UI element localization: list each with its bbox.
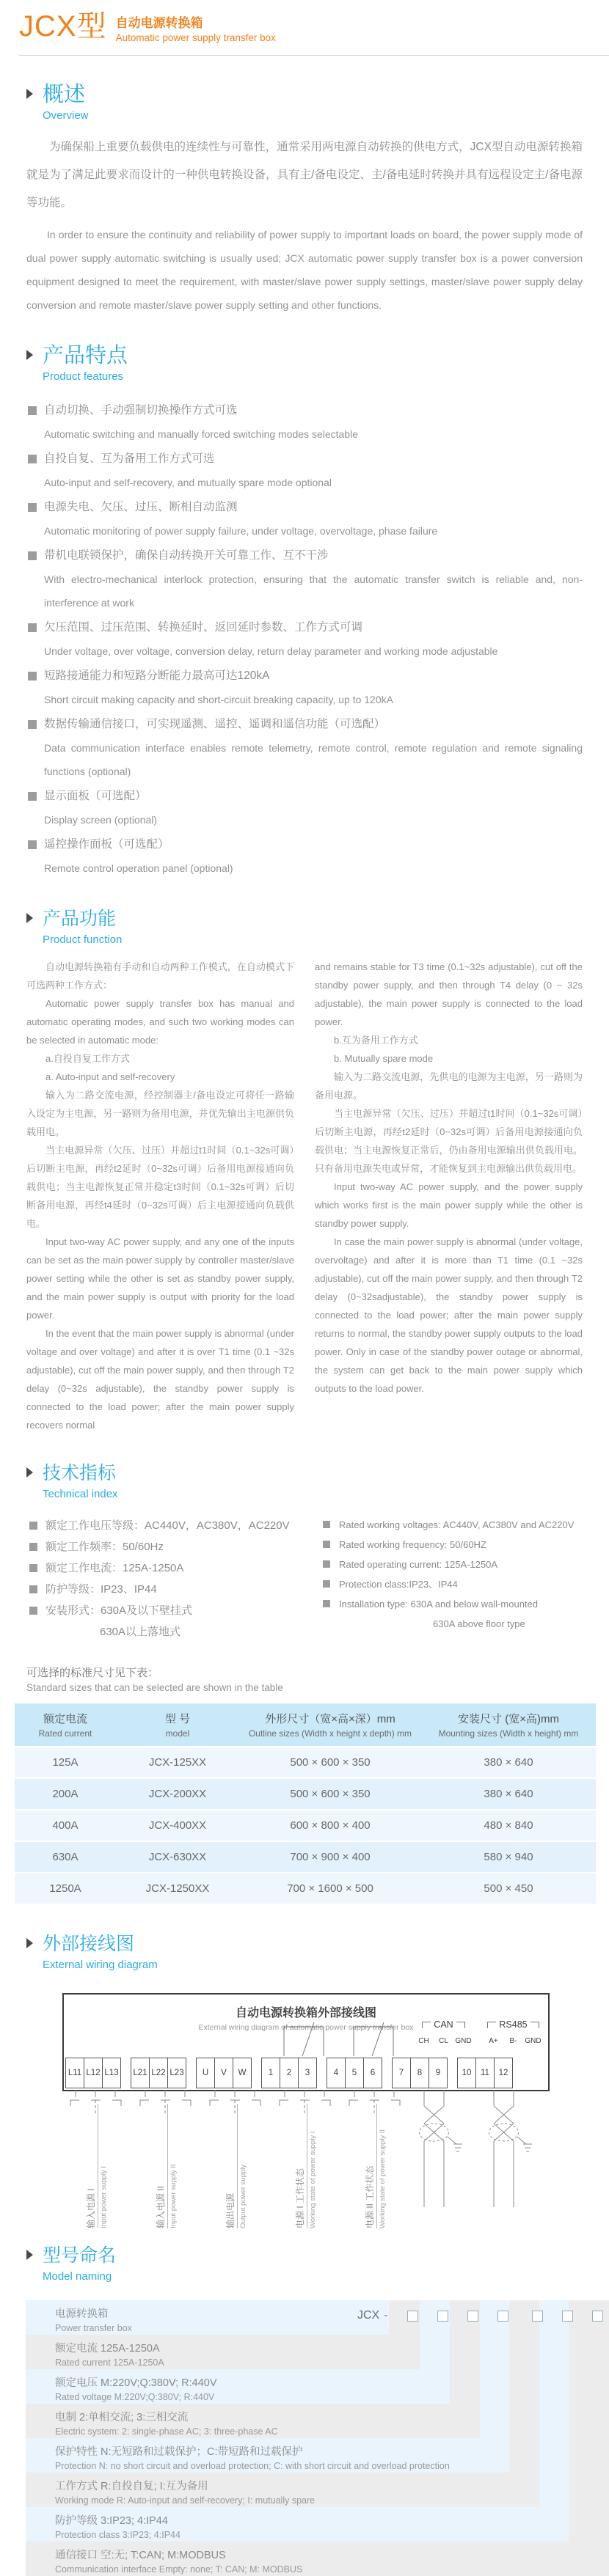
- model-code-row: [357, 2309, 603, 2322]
- section-heading-tech: [25, 1461, 609, 1500]
- tech-column-cn: [29, 1515, 323, 1643]
- group-label-cn: 输入电源 I: [84, 2104, 98, 2228]
- feature-text-cn: 欠压范围、过压范围、转换延时、返回延时参数、工作方式可调: [28, 616, 583, 639]
- band-text-en: Communication interface Empty: none; T: CAN; M: MODBUS: [55, 2564, 303, 2575]
- band-text-cn: 保护特性 N:无短路和过载保护；C:带短路和过载保护: [55, 2446, 303, 2458]
- tech-item: [323, 1515, 583, 1535]
- rs485-bus-label: [484, 2018, 543, 2045]
- band-text-en: Rated voltage M:220V;Q:380V; R:440V: [55, 2392, 215, 2402]
- standard-sizes-table: [15, 1703, 596, 1905]
- feature-text-en: With electro-mechanical interlock protection, ensuring that the automatic transfer switch is reliable and, non-interference at work: [44, 573, 583, 609]
- terminal-cell: L13: [102, 2058, 121, 2088]
- wiring-heading-cn: 外部接线图: [25, 1931, 609, 1956]
- model-dash: -: [384, 2309, 388, 2322]
- table-row: [15, 1810, 596, 1841]
- naming-band: [26, 2542, 609, 2576]
- header-cn: 安装尺寸 (宽×高)mm: [458, 1713, 559, 1725]
- switch-symbol-2: [344, 2018, 404, 2060]
- function-heading-en: Product function: [43, 933, 123, 946]
- function-paragraph: a.自投自复工作方式: [45, 1053, 130, 1064]
- naming-column: [539, 2300, 569, 2507]
- naming-heading-en: Model naming: [43, 2270, 112, 2283]
- band-text-cn: 电源转换箱: [55, 2308, 109, 2320]
- band-text-cn: 额定电压 M:220V;Q:380V; R:440V: [55, 2377, 217, 2389]
- table-body: [15, 1747, 596, 1904]
- feature-text-en: Display screen (optional): [44, 814, 158, 826]
- switch-symbol-1: [274, 2018, 334, 2060]
- feature-text-cn: 电源失电、欠压、过压、断相自动监测: [28, 496, 583, 519]
- terminal-cell: 4: [327, 2058, 346, 2088]
- feature-text-cn: 数据传输通信接口，可实现遥测、遥控、遥调和遥信功能（可选配）: [28, 713, 583, 736]
- table-cell: 500 × 600 × 350: [239, 1778, 421, 1810]
- band-text-en: Electric system: 2: single-phase AC; 3: three-phase AC: [55, 2426, 278, 2437]
- function-paragraph: 输入为二路交流电源，先供电的电源为主电源，另一路则为备用电源。: [315, 1071, 583, 1101]
- table-cell: 580 × 940: [421, 1841, 596, 1873]
- table-cell: JCX-125XX: [116, 1747, 239, 1778]
- band-text-en: Power transfer box: [55, 2323, 132, 2333]
- band-text-cn: 电制 2:单相交流; 3:三相交流: [55, 2412, 189, 2423]
- table-cell: 500 × 600 × 350: [239, 1747, 421, 1778]
- naming-band: [26, 2300, 389, 2335]
- rs485-label: RS485: [487, 2019, 539, 2030]
- tech-item-extra: 630A above floor type: [433, 1618, 525, 1629]
- function-paragraph: a. Auto-input and self-recovery: [45, 1071, 175, 1082]
- tech-item: [323, 1535, 583, 1555]
- header-divider: [19, 55, 609, 56]
- overview-paragraph-en: In order to ensure the continuity and reliability of power supply to important loads on board, the power supply mode of dual power supply automatic switching is usually used; JCX automatic power supply transfer box is a power conversion equipment designed to meet the requirement, with master/slave power supply settings, master/slave power supply delay conversion and remote master/slave power supply setting and other functions.: [26, 229, 583, 311]
- table-cell: 400A: [15, 1810, 116, 1841]
- tech-item: [323, 1594, 583, 1634]
- header-en: Mounting sizes (Width x height) mm: [438, 1728, 579, 1739]
- wiring-lower-area: [66, 2090, 550, 2228]
- feature-text-en: Under voltage, over voltage, conversion delay, return delay parameter and working mode adjustable: [44, 645, 498, 657]
- terminal-group: [458, 2058, 513, 2088]
- band-text-en: Rated current 125A-1250A: [55, 2357, 164, 2368]
- feature-text-en: Data communication interface enables remote telemetry, remote control, remote regulation and remote signaling functions (optional): [44, 742, 583, 777]
- terminal-cell: 2: [280, 2058, 299, 2088]
- model-code-box: [437, 2311, 448, 2322]
- wiring-diagram: [62, 1993, 555, 2228]
- function-paragraph: Input two-way AC power supply, and the power supply which works first is the main power supply while the other is standby power supply.: [315, 1181, 583, 1229]
- section-heading-overview: [25, 82, 609, 122]
- wiring-box-title-cn: 自动电源转换箱外部接线图: [235, 2007, 376, 2019]
- tech-item-text: Rated operating current: 125A-1250A: [323, 1555, 583, 1574]
- pin-label: CH: [418, 2037, 429, 2045]
- function-paragraph: b.互为备用工作方式: [334, 1035, 418, 1046]
- tech-item: [323, 1574, 583, 1594]
- table-cell: JCX-630XX: [116, 1841, 239, 1873]
- features-heading-en: Product features: [43, 370, 124, 383]
- terminal-cell: V: [214, 2058, 233, 2088]
- terminal-cell: L12: [84, 2058, 103, 2088]
- terminal-cell: 12: [494, 2058, 513, 2088]
- feature-text-en: Remote control operation panel (optional): [44, 862, 233, 874]
- terminal-cell: 10: [457, 2058, 476, 2088]
- feature-text-en: Automatic switching and manually forced switching modes selectable: [44, 428, 358, 440]
- function-column-right: [315, 958, 583, 1434]
- can-bus-label: [414, 2018, 473, 2045]
- table-cell: 700 × 1600 × 500: [239, 1873, 421, 1904]
- brand: [19, 10, 609, 43]
- feature-item: [28, 785, 583, 832]
- naming-band: [26, 2404, 480, 2438]
- band-text-en: Working mode R: Auto-input and self-recovery; I: mutually spare: [55, 2495, 316, 2506]
- wire-group-label: [275, 2090, 335, 2228]
- table-cell: 1250A: [15, 1873, 116, 1904]
- page-header: [0, 0, 609, 56]
- function-column-left: [26, 958, 294, 1434]
- feature-item: [28, 664, 583, 711]
- function-paragraph: 输入为二路交流电源，经控制器主/备电设定可将任一路输入设定为主电源，另一路则为备用电源，并优先输出主电源供负载用电。: [26, 1090, 294, 1137]
- wire-group-label: [205, 2090, 265, 2228]
- table-row: [15, 1841, 596, 1873]
- product-title-cn: 自动电源转换箱: [115, 16, 203, 30]
- tech-item: [29, 1600, 323, 1643]
- group-label-cn: 电源 II 工作状态: [363, 2104, 377, 2228]
- product-title-en: Automatic power supply transfer box: [115, 32, 276, 43]
- function-paragraph: 当主电源异常（欠压、过压）并超过t1时间（0.1~32s可调）后切断主电源，再经t2延时（0~32s可调）后备用电源接通向负载供电；当主电源恢复正常并稳定t3时间（0.1~32s可调）后切断备用电源，再经t4延时（0~32s可调）后主电源接通向负载供电。: [26, 1145, 294, 1229]
- table-cell: 380 × 640: [421, 1747, 596, 1778]
- model-code-box: [532, 2311, 543, 2322]
- model-code-box: [592, 2311, 603, 2322]
- tech-item-text: 安装形式：630A及以下壁挂式: [29, 1600, 323, 1621]
- naming-band: [26, 2335, 420, 2369]
- function-paragraph: Input two-way AC power supply, and any one of the inputs can be set as the main power supply by controller master/slave power setting while the other is set as standby power supply, and the main power supply is output with priority for the load power.: [26, 1236, 294, 1321]
- table-row: [15, 1747, 596, 1778]
- product-title-block: [116, 10, 276, 43]
- twisted-pair-icon: [415, 2090, 474, 2217]
- function-paragraph: and remains stable for T3 time (0.1~32s adjustable), cut off the standby power supply, and then through T4 delay (0 ~ 32s adjustable), the main power supply is connected to the load power.: [315, 961, 583, 1027]
- header-en: model: [165, 1728, 190, 1739]
- tech-item-text: Protection class:IP23、IP44: [323, 1574, 583, 1594]
- table-cell: 200A: [15, 1778, 116, 1810]
- feature-item: [28, 447, 583, 494]
- table-cell: 380 × 640: [421, 1778, 596, 1810]
- function-columns: [26, 958, 583, 1434]
- band-text-cn: 防护等级 3:IP23; 4:IP44: [55, 2515, 168, 2527]
- features-heading-cn: 产品特点: [25, 343, 609, 368]
- band-text-en: Protection N: no short circuit and overload protection; C: with short circuit and overload protection: [55, 2461, 450, 2471]
- function-paragraph: 当主电源异常（欠压、过压）并超过t1时间（0.1~32s可调）后切断主电源，再经t2延时（0~32s可调）后备用电源接通向负载供电；当主电源恢复正常后，仍由备用电源输出供负载用电。只有备用电源失电或异常，才能恢复到主电源输出供负载用电。: [315, 1108, 583, 1174]
- group-label-en: Input power supply I: [99, 2165, 108, 2228]
- table-cell: JCX-200XX: [116, 1778, 239, 1810]
- twisted-pair-icon: [484, 2090, 544, 2217]
- band-text-cn: 额定电流 125A-1250A: [55, 2343, 160, 2355]
- table-cell: JCX-400XX: [116, 1810, 239, 1841]
- table-cell: 630A: [15, 1841, 116, 1873]
- function-paragraph: In case the main power supply is abnormal (under voltage, overvoltage) and after it is more than T1 time (0.1 ~32s adjustable), cut off the main power supply, and then through T2 delay (0~32sadjustable), the standby power supply is connected to the load power; after the main power supply returns to normal, the standby power supply outputs to the load power. Only in case of the standby power outage or abnormal, the system can get back to the main power supply which outputs to the load power.: [315, 1236, 583, 1394]
- rotated-label: [84, 2104, 108, 2228]
- pin-label: A+: [489, 2037, 498, 2045]
- product-model-title: JCX型: [19, 10, 107, 43]
- model-code-box: [497, 2311, 508, 2322]
- tech-item-text: 额定工作电压等级：AC440V，AC380V，AC220V: [29, 1515, 323, 1536]
- section-heading-wiring: [25, 1931, 609, 1971]
- terminal-cell: 3: [298, 2058, 317, 2088]
- overview-body: [26, 133, 583, 317]
- terminal-cell: 7: [392, 2058, 411, 2088]
- feature-text-cn: 自投自复、互为备用工作方式可选: [28, 447, 583, 471]
- terminal-group: [327, 2058, 382, 2088]
- band-text-cn: 通信接口 空:无; T:CAN; M:MODBUS: [55, 2550, 226, 2561]
- feature-text-cn: 遥控操作面板（可选配）: [28, 833, 583, 856]
- feature-list: [28, 399, 583, 880]
- tech-column-en: [323, 1515, 583, 1643]
- feature-text-cn: 自动切换、手动强制切换操作方式可选: [28, 399, 583, 422]
- tech-item: [323, 1555, 583, 1574]
- header-cn: 额定电流: [43, 1713, 87, 1725]
- overview-heading-en: Overview: [43, 109, 89, 122]
- terminal-group: [66, 2058, 121, 2088]
- feature-item: [28, 616, 583, 663]
- model-code-box: [467, 2311, 478, 2322]
- feature-text-en: Automatic monitoring of power supply failure, under voltage, overvoltage, phase failure: [44, 525, 438, 537]
- terminal-cell: 6: [363, 2058, 382, 2088]
- rotated-label: [224, 2104, 247, 2228]
- group-label-en: Input power supply II: [169, 2164, 178, 2228]
- naming-band: [26, 2438, 509, 2473]
- naming-band: [26, 2473, 539, 2507]
- tech-heading-en: Technical index: [43, 1488, 118, 1500]
- terminal-cell: L21: [131, 2058, 150, 2088]
- table-cell: 480 × 840: [421, 1810, 596, 1841]
- table-row: [15, 1873, 596, 1904]
- header-cn: 型 号: [164, 1713, 191, 1725]
- terminal-cell: 1: [261, 2058, 280, 2088]
- terminal-group: [197, 2058, 252, 2088]
- feature-item: [28, 833, 583, 880]
- group-label-en: Working state of power supply I: [308, 2131, 317, 2228]
- naming-column: [509, 2300, 539, 2473]
- table-header-row: [15, 1703, 596, 1747]
- can-label: CAN: [422, 2019, 464, 2030]
- table-header-cell: [116, 1703, 239, 1747]
- wire-group-label: [345, 2090, 404, 2228]
- table-header-cell: [239, 1703, 421, 1747]
- terminal-cell: U: [196, 2058, 215, 2088]
- function-paragraph: 自动电源转换箱有手动和自动两种工作模式，在自动模式下可选两种工作方式：: [26, 961, 294, 991]
- terminal-strip: [66, 2058, 513, 2088]
- pin-label: CL: [439, 2037, 448, 2045]
- function-paragraph: b. Mutually spare mode: [334, 1053, 434, 1064]
- header-cn: 外形尺寸（宽×高×深）mm: [265, 1713, 395, 1725]
- terminal-group: [393, 2058, 448, 2088]
- tech-item-text: Rated working voltages: AC440V, AC380V and AC220V: [323, 1515, 583, 1535]
- naming-column: [569, 2300, 609, 2542]
- pin-label: B-: [509, 2037, 517, 2045]
- table-row: [15, 1778, 596, 1810]
- feature-item: [28, 713, 583, 783]
- header-en: Rated current: [38, 1728, 92, 1739]
- band-text-en: Protection class 3:IP23; 4:IP44: [55, 2530, 180, 2540]
- feature-text-cn: 带机电联锁保护，确保自动转换开关可靠工作、互不干涉: [28, 544, 583, 568]
- terminal-cell: L11: [65, 2058, 84, 2088]
- model-naming-diagram: [26, 2300, 609, 2576]
- tech-item-text: 防护等级：IP23、IP44: [29, 1579, 323, 1600]
- terminal-cell: W: [233, 2058, 252, 2088]
- terminal-cell: 9: [429, 2058, 448, 2088]
- band-text-cn: 工作方式 R:自投自复; I:互为备用: [55, 2481, 208, 2492]
- feature-text-en: Auto-input and self-recovery, and mutually spare mode optional: [44, 477, 332, 488]
- terminal-cell: L23: [167, 2058, 186, 2088]
- tech-item-extra: 630A以上落地式: [100, 1626, 181, 1638]
- overview-heading-cn: 概述: [25, 82, 609, 107]
- sizes-intro: [26, 1665, 609, 1693]
- feature-text-cn: 显示面板（可选配）: [28, 785, 583, 808]
- table-cell: JCX-1250XX: [116, 1873, 239, 1904]
- tech-item: [29, 1579, 323, 1600]
- rs485-pins: [484, 2037, 543, 2045]
- rotated-label: [154, 2104, 178, 2228]
- tech-item: [29, 1515, 323, 1536]
- group-label-en: Working state of power supply II: [378, 2129, 387, 2228]
- terminal-cell: 11: [475, 2058, 495, 2088]
- table-cell: 125A: [15, 1747, 116, 1778]
- function-heading-cn: 产品功能: [25, 906, 609, 931]
- pin-label: GND: [455, 2037, 472, 2045]
- terminal-cell: L22: [149, 2058, 168, 2088]
- table-header-cell: [421, 1703, 596, 1747]
- naming-band: [26, 2369, 450, 2404]
- terminal-cell: 5: [345, 2058, 364, 2088]
- feature-text-en: Short circuit making capacity and short-circuit breaking capacity, up to 120kA: [44, 694, 393, 705]
- tech-item: [29, 1536, 323, 1557]
- table-cell: 600 × 800 × 400: [239, 1810, 421, 1841]
- tech-item-text: 额定工作频率：50/60Hz: [29, 1536, 323, 1557]
- rotated-label: [363, 2104, 387, 2228]
- table-cell: 700 × 900 × 400: [239, 1841, 421, 1873]
- sizes-intro-en: Standard sizes that can be selected are shown in the table: [26, 1682, 283, 1693]
- table-header-cell: [15, 1703, 116, 1747]
- feature-text-cn: 短路接通能力和短路分断能力最高可达120kA: [28, 664, 583, 688]
- group-label-en: Output power supply: [238, 2164, 247, 2228]
- naming-band: [26, 2507, 569, 2542]
- feature-item: [28, 496, 583, 543]
- tech-item-text: 额定工作电流：125A-1250A: [29, 1557, 323, 1579]
- group-label-cn: 输入电源 II: [154, 2104, 168, 2228]
- wiring-box-title-en: External wiring diagram of automatic power supply transfer box: [198, 2023, 414, 2032]
- tech-columns: [29, 1515, 583, 1643]
- wire-group-label: [136, 2090, 195, 2228]
- model-code-box: [407, 2311, 418, 2322]
- pin-label: GND: [525, 2037, 541, 2045]
- rotated-label: [293, 2104, 317, 2228]
- section-heading-features: [25, 343, 609, 383]
- section-heading-function: [25, 906, 609, 946]
- function-paragraph: Automatic power supply transfer box has manual and automatic operating modes, and such two working modes can be selected in automatic mode:: [26, 998, 294, 1046]
- terminal-group: [131, 2058, 186, 2088]
- model-code-box: [562, 2311, 573, 2322]
- sizes-intro-cn: 可选择的标准尺寸见下表：: [26, 1667, 159, 1679]
- terminal-cell: 8: [410, 2058, 429, 2088]
- model-prefix: JCX: [357, 2309, 380, 2322]
- tech-item-text: Rated working frequency: 50/60HZ: [323, 1535, 583, 1555]
- wire-group-label: [66, 2090, 125, 2228]
- group-label-cn: 电源 I 工作状态: [293, 2104, 307, 2228]
- group-label-cn: 输出电源: [224, 2104, 238, 2228]
- overview-paragraph-cn: 为确保船上重要负载供电的连续性与可靠性，通常采用两电源自动转换的供电方式，JCX型自动电源转换箱就是为了满足此要求而设计的一种供电转换设备，具有主/备电设定、主/备电延时转换并具有远程设定主/备电源等功能。: [26, 141, 583, 209]
- terminal-group: [262, 2058, 317, 2088]
- function-paragraph: In the event that the main power supply is abnormal (under voltage and over voltage) and after it is over T1 time (0.1 ~32s adjustable), cut off the main power supply, and then through T2 delay (0~32s adjustable), the standby power supply is connected to the load power; after the main power supply recovers normal: [26, 1328, 294, 1431]
- naming-heading-cn: 型号命名: [25, 2243, 609, 2268]
- section-heading-naming: [25, 2243, 609, 2283]
- tech-heading-cn: 技术指标: [25, 1461, 609, 1486]
- tech-item: [29, 1557, 323, 1579]
- table-cell: 500 × 450: [421, 1873, 596, 1904]
- can-pins: [414, 2037, 473, 2045]
- header-en: Outline sizes (Width x height x depth) mm: [248, 1728, 412, 1739]
- tech-item-text: Installation type: 630A and below wall-mounted: [323, 1594, 583, 1614]
- feature-item: [28, 544, 583, 614]
- wiring-heading-en: External wiring diagram: [43, 1959, 158, 1971]
- feature-item: [28, 399, 583, 446]
